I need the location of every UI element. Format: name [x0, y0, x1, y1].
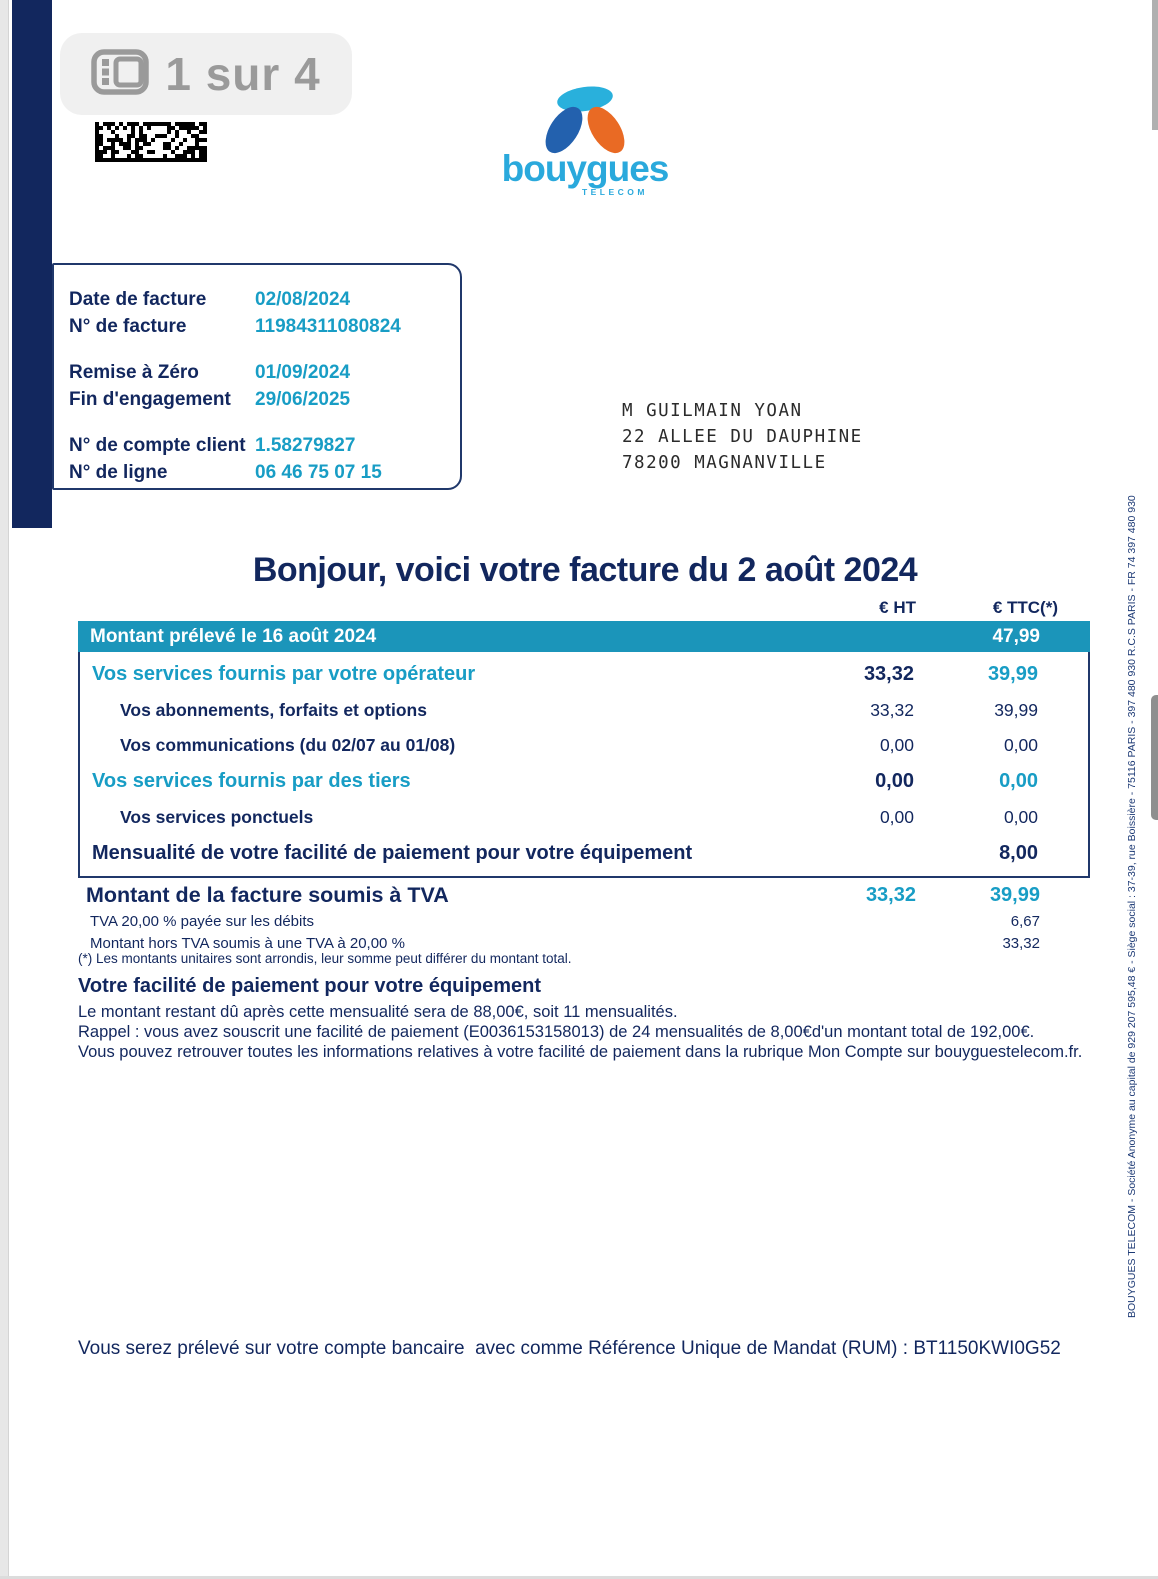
payment-facility-heading: Votre facilité de paiement pour votre équipement [78, 975, 542, 997]
row-ttc: 39,99 [987, 663, 1038, 685]
table-row [80, 663, 1038, 686]
logo-wordmark: bouygues [501, 148, 669, 189]
row-label: Vos services ponctuels [120, 807, 314, 827]
banner-label: Montant prélevé le 16 août 2024 [90, 625, 377, 647]
row-ttc: 0,00 [999, 770, 1038, 792]
info-row-num-facture [69, 313, 460, 340]
invoice-info-box [52, 263, 462, 490]
row-label: Vos services fournis par des tiers [92, 770, 411, 792]
table-row [80, 700, 1038, 721]
amount-debited-banner [78, 621, 1090, 652]
row-ht: 33,32 [863, 663, 914, 685]
info-value: 29/06/2025 [255, 389, 351, 410]
row-label: Vos abonnements, forfaits et options [120, 700, 427, 720]
row-ttc: 0,00 [1003, 735, 1038, 755]
datamatrix-barcode [95, 122, 207, 162]
row-label: Mensualité de votre facilité de paiement pour votre équipement [92, 842, 693, 864]
logo-wordmark-sub: TELECOM [581, 187, 648, 197]
payment-facility-line: Vous pouvez retrouver toutes les informations relatives à votre facilité de paiement dans la rubrique Mon Compte sur bouyguestelecom.fr. [78, 1043, 1083, 1061]
info-label: Date de facture [69, 289, 207, 310]
recipient-street: 22 ALLEE DU DAUPHINE [622, 427, 863, 447]
info-label: Remise à Zéro [69, 362, 199, 383]
row-label: Montant de la facture soumis à TVA [86, 882, 449, 907]
mandate-reference-line: Vous serez prélevé sur votre compte bancaire avec comme Référence Unique de Mandat (RUM) : BT1150KWI0G52 [78, 1338, 1061, 1359]
invoice-left-accent-bar [12, 0, 52, 528]
payment-facility-section [78, 975, 1090, 1062]
row-ttc: 6,67 [1010, 912, 1040, 930]
tva-detail-row [78, 910, 1090, 932]
row-ttc: 39,99 [994, 700, 1038, 720]
payment-facility-line: Le montant restant dû après cette mensualité sera de 88,00€, soit 11 mensualités. [78, 1003, 678, 1021]
row-label: Vos communications (du 02/07 au 01/08) [120, 735, 456, 755]
recipient-address [622, 398, 863, 476]
page-indicator-badge[interactable] [60, 33, 352, 115]
info-row-remise-zero [69, 359, 460, 386]
info-row-fin-engagement [69, 386, 460, 413]
info-label: N° de facture [69, 316, 187, 337]
row-ttc: 39,99 [989, 883, 1040, 906]
services-table [78, 652, 1090, 878]
row-ht: 0,00 [879, 735, 914, 755]
table-row [80, 807, 1038, 828]
row-ttc: 0,00 [1003, 807, 1038, 827]
column-header-ttc: € TTC(*) [992, 598, 1058, 617]
row-label: Montant hors TVA soumis à une TVA à 20,00 % [90, 934, 405, 952]
row-ht: 33,32 [870, 700, 914, 720]
recipient-city: 78200 MAGNANVILLE [622, 453, 827, 473]
window-right-edge [1152, 0, 1158, 130]
table-row [80, 842, 1038, 865]
page-indicator-label: 1 sur 4 [165, 48, 321, 100]
row-ht: 33,32 [865, 883, 916, 906]
info-row-ligne [69, 459, 460, 486]
info-label: Fin d'engagement [69, 389, 231, 410]
info-label: N° de ligne [69, 462, 168, 483]
vertical-scrollbar-thumb[interactable] [1151, 695, 1158, 820]
recipient-name: M GUILMAIN YOAN [622, 401, 803, 421]
row-ht: 0,00 [875, 770, 914, 792]
thumbnails-sidebar-icon[interactable] [91, 49, 149, 100]
info-row-compte-client [69, 432, 460, 459]
row-label: TVA 20,00 % payée sur les débits [90, 912, 315, 930]
payment-facility-line: Rappel : vous avez souscrit une facilité de paiement (E0036153158013) de 24 mensualités de 8,00€d'un montant total de 192,00€. [78, 1023, 1035, 1041]
column-header-ht: € HT [879, 598, 916, 617]
rounding-footnote: (*) Les montants unitaires sont arrondis, leur somme peut différer du montant total. [78, 951, 572, 966]
row-ht: 0,00 [879, 807, 914, 827]
info-label: N° de compte client [69, 435, 246, 456]
legal-sidebar-text: BOUYGUES TELECOM - Société Anonyme au capital de 929 207 595,48 € - Siège social : 37-39, rue Boissière - 75116 PARIS - 397 480 930 R.C.S PARIS - FR 74 397 480 930 [1126, 495, 1138, 1318]
row-label: Vos services fournis par votre opérateur [92, 663, 476, 685]
table-row [80, 735, 1038, 756]
tva-total-row [78, 878, 1090, 912]
info-value: 06 46 75 07 15 [255, 462, 382, 483]
page-title: Bonjour, voici votre facture du 2 août 2024 [252, 551, 918, 589]
info-value: 1.58279827 [255, 435, 356, 456]
table-row [80, 770, 1038, 793]
window-left-edge [0, 0, 9, 1579]
info-value: 02/08/2024 [255, 289, 351, 310]
row-ttc: 8,00 [999, 842, 1038, 864]
row-ttc: 33,32 [1002, 934, 1040, 952]
info-row-date-facture [69, 286, 460, 313]
banner-ttc-value: 47,99 [992, 625, 1040, 647]
info-value: 11984311080824 [255, 316, 401, 337]
info-value: 01/09/2024 [255, 362, 351, 383]
